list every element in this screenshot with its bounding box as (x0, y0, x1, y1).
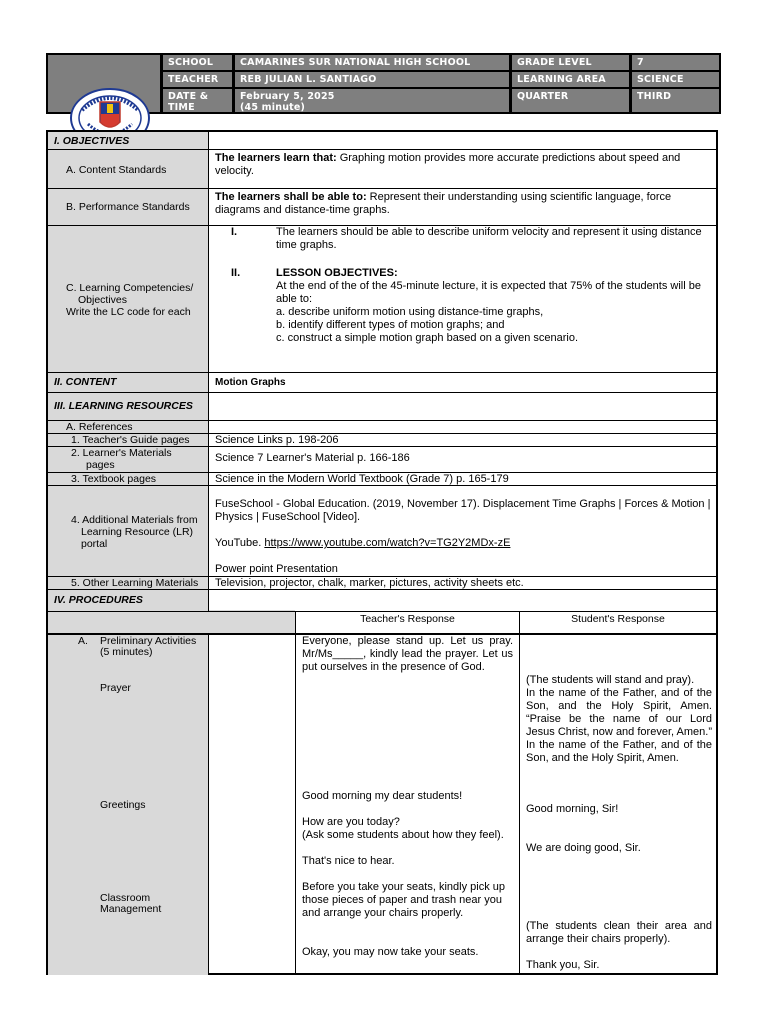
performance-standards-text: Represent their understanding using scientific language, force diagrams and distance-time graphs. (215, 191, 672, 216)
textbook-pages-label: 3. Textbook pages (71, 473, 157, 485)
content-heading: II. CONTENT (54, 376, 117, 388)
classroom-label-line2: Management (100, 903, 162, 915)
learners-materials-label-line2: pages (86, 459, 115, 471)
learning-area-label: LEARNING AREA (512, 72, 629, 87)
performance-standards-value (215, 191, 711, 217)
procedures-heading: IV. PROCEDURES (54, 594, 143, 606)
content-standards-text: Graphing motion provides more accurate predictions about speed and velocity. (215, 152, 681, 177)
teacher-value: REB JULIAN L. SANTIAGO (235, 72, 509, 87)
additional-materials-label-line1: 4. Additional Materials from (71, 514, 198, 526)
additional-materials-label-line3: portal (81, 538, 108, 550)
teachers-guide-value: Science Links p. 198-206 (215, 434, 339, 446)
classroom-label-line1: Classroom (100, 892, 151, 904)
youtube-label: YouTube. (215, 537, 265, 549)
preliminary-activities-title: Preliminary Activities (100, 635, 197, 647)
learning-resources-heading: III. LEARNING RESOURCES (54, 400, 193, 412)
preliminary-activities-letter: A. (78, 635, 88, 647)
lesson-plan-table (46, 130, 718, 975)
teacher-how-are-you-question: How are you today? (302, 816, 400, 828)
teacher-response-header: Teacher's Response (360, 613, 455, 625)
quarter-label: QUARTER (512, 89, 629, 112)
teachers-guide-label: 1. Teacher's Guide pages (71, 434, 190, 446)
learners-materials-value: Science 7 Learner's Material p. 166-186 (215, 452, 410, 464)
student-prayer-action: (The students will stand and pray). (526, 674, 695, 686)
preliminary-activities-duration: (5 minutes) (100, 646, 153, 658)
teacher-nice-to-hear: That's nice to hear. (302, 855, 395, 867)
greetings-label: Greetings (100, 799, 146, 811)
lesson-objective-c: c. construct a simple motion graph based on a given scenario. (276, 332, 579, 344)
lesson-objective-a: a. describe uniform motion using distance-time graphs, (276, 306, 544, 318)
quarter-value: THIRD (632, 89, 719, 112)
date-label: DATE & (168, 91, 209, 102)
lesson-objectives-title: LESSON OBJECTIVES: (276, 267, 398, 279)
performance-standards-lead: The learners shall be able to: (215, 191, 367, 203)
teacher-label: TEACHER (163, 72, 232, 87)
student-prayer-response (526, 674, 712, 765)
competency-label-line2: Objectives (78, 294, 128, 306)
teacher-classroom-instruction: Before you take your seats, kindly pick up those pieces of paper and trash near you and arrange your chairs properly. (302, 881, 505, 919)
competency-label-line1: C. Learning Competencies/ (66, 282, 194, 294)
teacher-take-seats: Okay, you may now take your seats. (302, 946, 479, 958)
grade-level-label: GRADE LEVEL (512, 55, 629, 70)
additional-materials-label-line2: Learning Resource (LR) (81, 526, 194, 538)
performance-standards-label: B. Performance Standards (66, 201, 190, 213)
lesson-objectives-intro: At the end of the of the 45-minute lecture, it is expected that 75% of the students will be able to: (276, 280, 701, 305)
teacher-how-are-you-note: (Ask some students about how they feel). (302, 829, 504, 841)
references-label: A. References (66, 421, 133, 433)
date-time-value (235, 89, 509, 112)
other-materials-value: Television, projector, chalk, marker, pictures, activity sheets etc. (215, 577, 524, 589)
additional-materials-value (215, 498, 711, 576)
learning-area-value: SCIENCE (632, 72, 719, 87)
competency-text-1: The learners should be able to describe uniform velocity and represent it using distance time graphs. (276, 226, 702, 251)
time-label: TIME (168, 102, 195, 113)
teacher-how-are-you (302, 816, 516, 842)
other-materials-label: 5. Other Learning Materials (71, 577, 199, 589)
powerpoint-reference: Power point Presentation (215, 563, 338, 575)
classroom-management-label (100, 893, 200, 915)
fuseschool-citation: FuseSchool - Global Education. (2019, November 17). Displacement Time Graphs | Forces & Motion | Physics | FuseSchool [Video]. (215, 498, 711, 523)
time-value: (45 minute) (240, 102, 306, 113)
lesson-objective-b: b. identify different types of motion graphs; and (276, 319, 505, 331)
competency-label-line3: Write the LC code for each (66, 306, 191, 318)
youtube-reference (215, 537, 711, 550)
learners-materials-label-line1: 2. Learner's Materials (71, 447, 172, 459)
content-standards-label: A. Content Standards (66, 164, 167, 176)
additional-materials-label (71, 514, 207, 550)
date-value: February 5, 2025 (240, 91, 335, 102)
learners-materials-label (71, 447, 207, 471)
learning-competencies-label (60, 282, 206, 318)
student-greeting-response: Good morning, Sir! (526, 803, 619, 815)
school-value: CAMARINES SUR NATIONAL HIGH SCHOOL (235, 55, 509, 70)
procedure-header-left-bg (48, 610, 295, 635)
content-standards-lead: The learners learn that: (215, 152, 337, 164)
prayer-label: Prayer (100, 682, 131, 694)
youtube-link[interactable]: https://www.youtube.com/watch?v=TG2Y2MDx-zE (264, 537, 511, 549)
student-feeling-response: We are doing good, Sir. (526, 842, 641, 854)
competency-num-1: I. (231, 226, 238, 238)
teacher-prayer-response: Everyone, please stand up. Let us pray. Mr/Ms_____, kindly lead the prayer. Let us put ourselves in the presence of God. (302, 635, 513, 673)
student-response-header: Student's Response (571, 613, 665, 625)
content-value: Motion Graphs (215, 377, 286, 388)
teacher-greeting-response: Good morning my dear students! (302, 790, 463, 802)
preliminary-activities-label (100, 636, 208, 658)
student-prayer-text: In the name of the Father, and of the Son, and the Holy Spirit, Amen. “Praise be the name of our Lord Jesus Christ, now and forever, Amen.” In the name of the Father, and of the Son, and the Holy Spirit, Amen. (526, 687, 712, 764)
date-time-label (163, 89, 232, 112)
student-classroom-response: (The students clean their area and arrange their chairs properly). (526, 920, 712, 945)
grade-level-value: 7 (632, 55, 719, 70)
competency-num-2: II. (231, 267, 241, 279)
textbook-pages-value: Science in the Modern World Textbook (Grade 7) p. 165-179 (215, 473, 509, 485)
objectives-heading: I. OBJECTIVES (54, 135, 130, 147)
school-label: SCHOOL (163, 55, 232, 70)
content-standards-value (215, 152, 711, 178)
lesson-objectives (276, 267, 708, 345)
student-thanks-response: Thank you, Sir. (526, 959, 600, 971)
